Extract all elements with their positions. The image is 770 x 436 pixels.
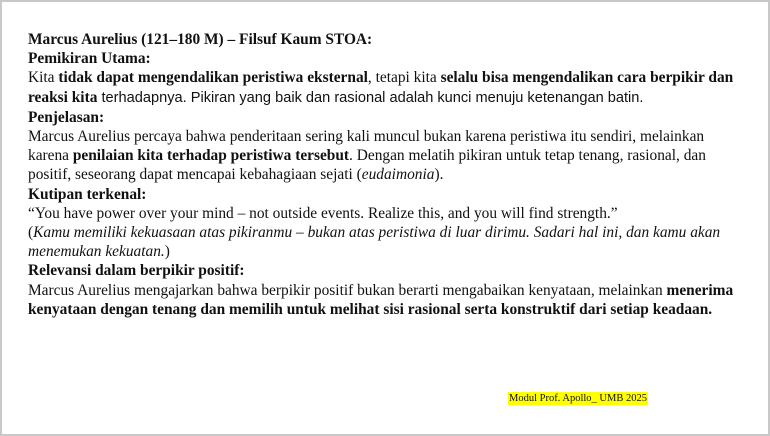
translation-open-paren: ( <box>28 224 34 242</box>
paragraph-relevansi <box>28 281 748 319</box>
pemikiran-bold-2: selalu bisa mengendalikan cara berpikir dan reaksi kita <box>28 69 734 106</box>
page-title: Marcus Aurelius (121–180 M) – Filsuf Kaum STOA: <box>28 31 373 48</box>
paragraph-pemikiran-utama <box>28 68 748 107</box>
pemikiran-text-2: , tetapi kita <box>367 69 441 87</box>
quote-text: “You have power over your mind – not outside events. Realize this, and you will find strength.” <box>28 204 618 222</box>
heading-pemikiran-utama: Pemikiran Utama: <box>28 50 151 68</box>
translation-close-paren: ) <box>164 243 170 261</box>
penjelasan-bold: penilaian kita terhadap peristiwa tersebut <box>72 147 350 165</box>
penjelasan-text-3: ). <box>434 166 444 184</box>
heading-penjelasan: Penjelasan: <box>28 108 105 126</box>
heading-relevansi: Relevansi dalam berpikir positif: <box>28 262 245 280</box>
quote-translation <box>28 223 748 261</box>
footer-credit: Modul Prof. Apollo_ UMB 2025 <box>509 393 647 404</box>
relevansi-text: Marcus Aurelius mengajarkan bahwa berpikir positif bukan berarti mengabaikan kenyataan, melainkan <box>28 281 667 299</box>
translation-text: Kamu memiliki kekuasaan atas pikiranmu – bukan atas peristiwa di luar dirimu. Sadari hal ini, dan kamu akan menemukan kekuatan. <box>28 224 721 261</box>
paragraph-penjelasan <box>28 127 748 185</box>
pemikiran-text-3: terhadapnya. Pikiran yang baik dan rasional adalah kunci menuju ketenangan batin. <box>97 89 644 106</box>
relevansi-bold: menerima kenyataan dengan tenang dan memilih untuk melihat sisi rasional serta konstruktif dari setiap keadaan. <box>28 281 734 318</box>
pemikiran-bold-1: tidak dapat mengendalikan peristiwa eksternal <box>58 69 368 87</box>
heading-kutipan: Kutipan terkenal: <box>28 185 147 203</box>
penjelasan-text-2: . Dengan melatih pikiran untuk tetap tenang, rasional, dan positif, seseorang dapat mencapai kebahagiaan sejati ( <box>28 147 706 184</box>
slide-content <box>28 30 748 319</box>
penjelasan-italic: eudaimonia <box>361 166 435 184</box>
pemikiran-text-1: Kita <box>28 69 59 87</box>
penjelasan-text-1: Marcus Aurelius percaya bahwa penderitaan sering kali muncul bukan karena peristiwa itu sendiri, melainkan karena <box>28 128 705 165</box>
